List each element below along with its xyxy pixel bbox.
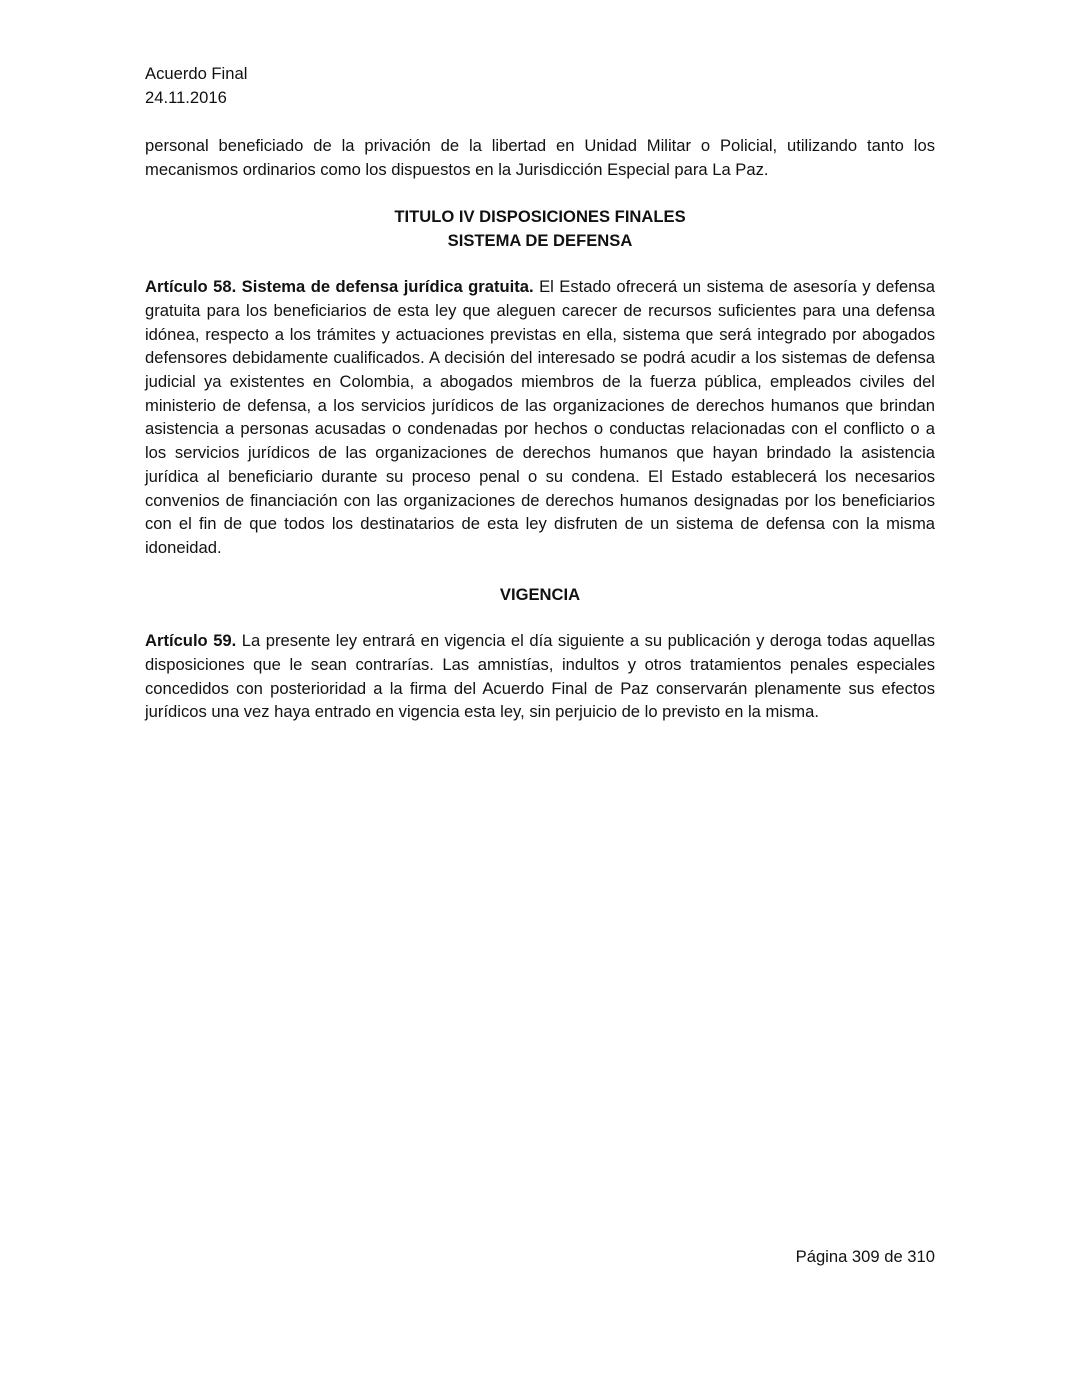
document-page [145, 62, 935, 724]
article-58-text: El Estado ofrecerá un sistema de asesoría y defensa gratuita para los beneficiarios de esta ley que aleguen carecer de recursos suficientes para una defensa idónea, respecto a los trámites y actuaciones previstas en ella, sistema que será integrado por abogados defensores debidamente cualificados. A decisión del interesado se podrá acudir a los sistemas de defensa judicial ya existentes en Colombia, a abogados miembros de la fuerza pública, empleados civiles del ministerio de defensa, a los servicios jurídicos de las organizaciones de derechos humanos que brindan asistencia a personas acusadas o condenadas por hechos o conductas relacionadas con el conflicto o a los servicios jurídicos de las organizaciones de derechos humanos que hayan brindado la asistencia jurídica al beneficiario durante su proceso penal o su condena. El Estado establecerá los necesarios convenios de financiación con las organizaciones de derechos humanos designadas por los beneficiarios con el fin de que todos los destinatarios de esta ley disfruten de un sistema de defensa con la misma idoneidad. [145, 277, 935, 557]
article-58-label: Artículo 58. Sistema de defensa jurídica gratuita. [145, 277, 534, 297]
continuation-paragraph: personal beneficiado de la privación de la libertad en Unidad Militar o Policial, utilizando tanto los mecanismos ordinarios como los dispuestos en la Jurisdicción Especial para La Paz. [145, 136, 935, 180]
page-number-footer: Página 309 de 310 [795, 1247, 935, 1266]
article-58-paragraph [145, 275, 935, 559]
header-date: 24.11.2016 [145, 87, 227, 107]
header-title: Acuerdo Final [145, 64, 248, 83]
document-header [145, 62, 935, 109]
article-59-text: La presente ley entrará en vigencia el día siguiente a su publicación y deroga todas aquellas disposiciones que le sean contrarías. Las amnistías, indultos y otros tratamientos penales especiales concedidos con posterioridad a la firma del Acuerdo Final de Paz conservarán plenamente sus efectos jurídicos una vez haya entrado en vigencia esta ley, sin perjuicio de lo previsto en la misma. [145, 631, 935, 722]
vigencia-heading-block [145, 583, 935, 607]
title-iv-heading: TITULO IV DISPOSICIONES FINALES [394, 206, 686, 226]
vigencia-heading: VIGENCIA [499, 584, 581, 604]
article-59-label: Artículo 59. [145, 631, 237, 651]
defense-system-heading: SISTEMA DE DEFENSA [447, 230, 633, 250]
title-iv-heading-block [145, 205, 935, 252]
article-59-paragraph [145, 629, 935, 724]
